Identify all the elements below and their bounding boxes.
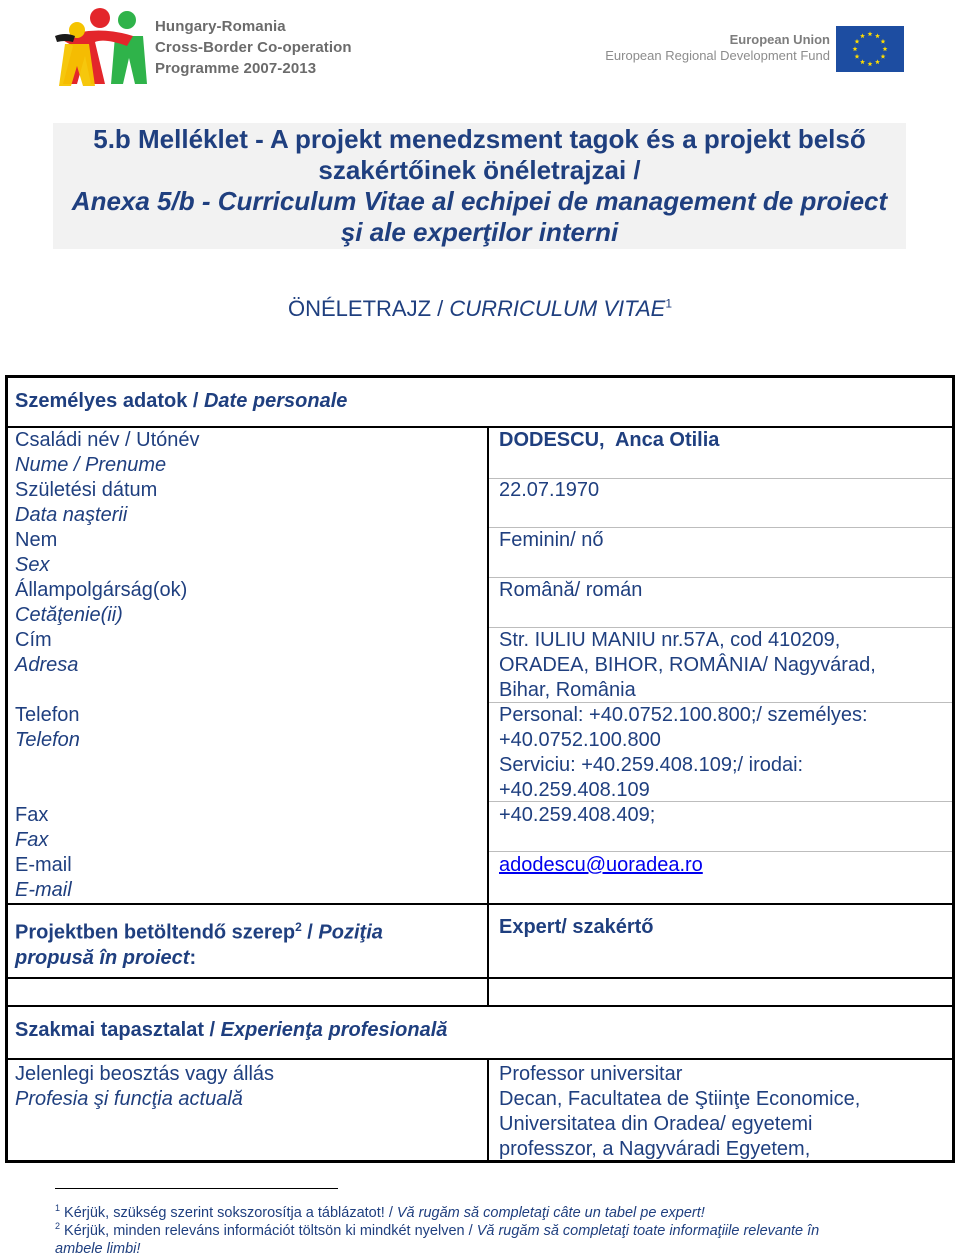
- footnote-2-num: 2: [55, 1221, 61, 1231]
- footnote-2: [55, 1217, 905, 1258]
- footnote-2-italic: Vă rugăm să completaţi toate informaţiile relevante în: [476, 1222, 820, 1239]
- column-divider-experience: [487, 1060, 489, 1160]
- label-role-colon: :: [189, 946, 197, 969]
- value-position-line-2: Decan, Facultatea de Ştiinţe Economice,: [499, 1088, 861, 1110]
- label-current-position: [15, 1062, 274, 1112]
- label-fax-ro: Fax: [15, 829, 49, 851]
- value-phone-line-4: +40.259.408.109: [499, 779, 650, 801]
- rule-gap: [8, 1005, 952, 1007]
- experience-heading-italic: Experienţa profesională: [220, 1019, 448, 1041]
- experience-heading-plain: Szakmai tapasztalat /: [15, 1019, 221, 1041]
- footnote-1-plain: Kérjük, szükség szerint sokszorosítja a táblázatot! /: [60, 1204, 397, 1221]
- personal-heading-plain: Személyes adatok /: [15, 390, 204, 412]
- value-fax: +40.259.408.409;: [499, 804, 656, 826]
- label-name: [15, 428, 200, 478]
- label-sex-hu: Nem: [15, 529, 58, 551]
- label-current-position-ro: Profesia şi funcţia actuală: [15, 1088, 243, 1110]
- label-phone-hu: Telefon: [15, 704, 80, 726]
- value-position-line-4: professzor, a Nagyváradi Egyetem,: [499, 1138, 811, 1160]
- value-sex: Feminin/ nő: [499, 529, 604, 551]
- label-email-hu: E-mail: [15, 854, 72, 876]
- value-phone-line-3: Serviciu: +40.259.408.109;/ irodai:: [499, 754, 804, 776]
- label-email: [15, 853, 72, 903]
- table-border-left: [5, 375, 8, 1163]
- label-birth-hu: Születési dátum: [15, 479, 158, 501]
- hr-logo-line-1: Hungary-Romania: [155, 18, 286, 35]
- value-address-line-3: Bihar, România: [499, 679, 636, 701]
- label-email-ro: E-mail: [15, 879, 72, 901]
- rule-email: [8, 903, 952, 905]
- value-name: DODESCU, Anca Otilia: [499, 429, 720, 451]
- label-phone-ro: Telefon: [15, 729, 80, 751]
- eu-line-1: European Union: [729, 32, 830, 47]
- label-address-hu: Cím: [15, 629, 52, 651]
- column-divider-personal: [487, 428, 489, 1005]
- value-position-line-3: Universitatea din Oradea/ egyetemi: [499, 1113, 813, 1135]
- cv-heading-plain: ÖNÉLETRAJZ /: [288, 296, 450, 321]
- label-role: [15, 915, 383, 971]
- value-phone-line-1: Personal: +40.0752.100.800;/ személyes:: [499, 704, 868, 726]
- footnote-2-plain: Kérjük, minden releváns információt töltsön ki mindkét nyelven /: [60, 1222, 477, 1239]
- value-current-position: [499, 1062, 860, 1162]
- label-name-hu: Családi név / Utónév: [15, 429, 200, 451]
- label-address-ro: Adresa: [15, 654, 79, 676]
- personal-heading-italic: Date personale: [203, 390, 348, 412]
- label-role-plain: Projektben betöltendő szerep: [15, 921, 296, 944]
- title-line-1: 5.b Melléklet - A projekt menedzsment tagok és a projekt belső szakértőinek önéletrajzai /: [93, 124, 866, 185]
- title-line-2: Anexa 5/b - Curriculum Vitae al echipei de management de proiect şi ale experţilor interni: [71, 186, 888, 247]
- email-link[interactable]: adodescu@uoradea.ro: [499, 854, 703, 876]
- eu-line-2: European Regional Development Fund: [605, 48, 830, 63]
- value-address-line-2: ORADEA, BIHOR, ROMÂNIA/ Nagyvárad,: [499, 654, 876, 676]
- footnote-2-italic-2: ambele limbi!: [55, 1240, 141, 1257]
- footnote-rule: [55, 1188, 338, 1189]
- table-border-top: [5, 375, 955, 378]
- label-role-italic-1: Poziţia: [318, 921, 383, 944]
- label-birth-ro: Data naşterii: [15, 504, 128, 526]
- value-citizenship: Română/ román: [499, 579, 643, 601]
- rule-fax: [488, 851, 952, 852]
- label-fax-hu: Fax: [15, 804, 49, 826]
- table-border-right: [952, 375, 955, 1163]
- hr-logo-line-3: Programme 2007-2013: [155, 60, 317, 77]
- rule-role: [8, 977, 952, 979]
- label-citizenship: [15, 578, 187, 628]
- label-phone: [15, 703, 80, 753]
- value-address: [499, 628, 876, 703]
- personal-heading: [15, 389, 347, 414]
- value-position-line-1: Professor universitar: [499, 1063, 683, 1085]
- label-sex-ro: Sex: [15, 554, 50, 576]
- label-role-footnote-ref: 2: [295, 920, 302, 934]
- cv-heading-italic: CURRICULUM VITAE: [449, 296, 666, 321]
- value-birth: 22.07.1970: [499, 479, 600, 501]
- footnote-1-num: 1: [55, 1203, 61, 1213]
- hr-logo-line-2: Cross-Border Co-operation: [155, 39, 352, 56]
- value-role: Expert/ szakértő: [499, 916, 654, 938]
- value-phone: [499, 703, 868, 803]
- label-sex: [15, 528, 57, 578]
- cv-heading-footnote-ref: 1: [665, 296, 672, 311]
- experience-heading: [15, 1018, 447, 1043]
- value-email: [499, 853, 703, 878]
- label-role-sep: /: [301, 921, 319, 944]
- label-name-ro: Nume / Prenume: [15, 454, 167, 476]
- label-birth: [15, 478, 157, 528]
- value-address-line-1: Str. IULIU MANIU nr.57A, cod 410209,: [499, 629, 841, 651]
- label-current-position-hu: Jelenlegi beosztás vagy állás: [15, 1063, 275, 1085]
- label-citizenship-ro: Cetăţenie(ii): [15, 604, 123, 626]
- rule-after-exp-heading: [8, 1058, 952, 1060]
- footnote-1-italic: Vă rugăm să completaţi câte un tabel pe expert!: [396, 1204, 705, 1221]
- label-address: [15, 628, 78, 678]
- value-phone-line-2: +40.0752.100.800: [499, 729, 661, 751]
- label-role-italic-2: propusă în proiect: [15, 946, 190, 969]
- label-fax: [15, 803, 48, 853]
- label-citizenship-hu: Állampolgárság(ok): [15, 579, 188, 601]
